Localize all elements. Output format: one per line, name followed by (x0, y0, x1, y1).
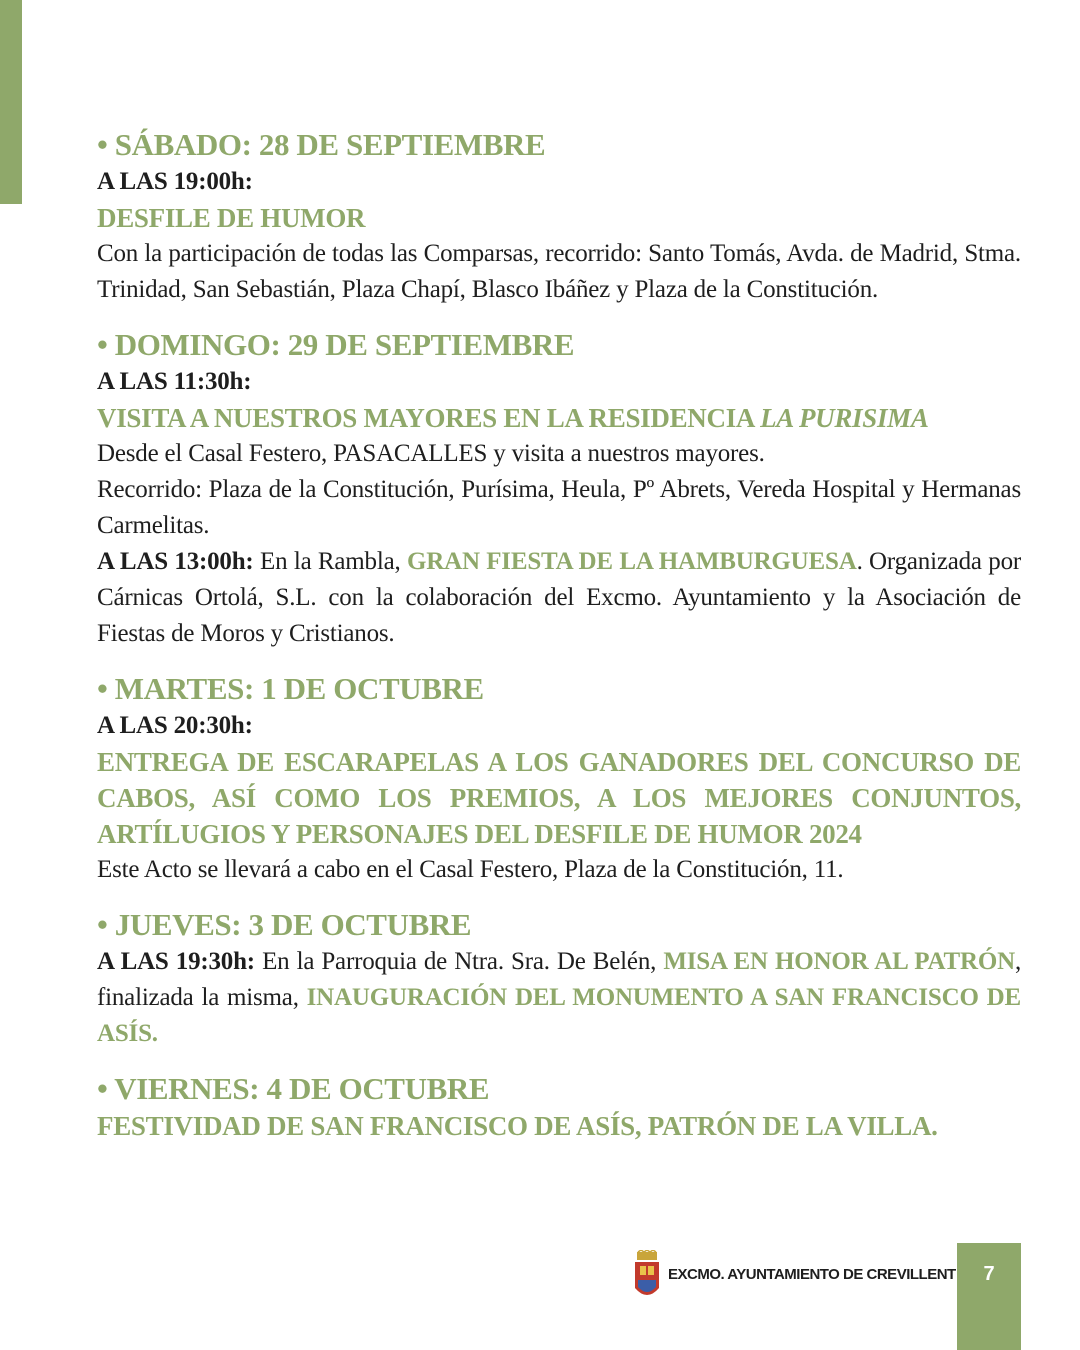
section-jueves (97, 906, 1021, 1052)
event-highlight: MISA EN HONOR AL PATRÓN (663, 948, 1015, 975)
event-title: FESTIVIDAD DE SAN FRANCISCO DE ASÍS, PATRÓN DE LA VILLA. (97, 1111, 938, 1141)
event-title-text: VISITA A NUESTROS MAYORES EN LA RESIDENCIA (97, 403, 761, 433)
event-description: Desde el Casal Festero, PASACALLES y visita a nuestros mayores. (97, 440, 765, 467)
event-time: A LAS 20:30h: (97, 712, 253, 739)
event-time: A LAS 19:30h: (97, 948, 255, 975)
day-heading: • JUEVES: 3 DE OCTUBRE (97, 907, 472, 942)
event-title (97, 400, 1021, 436)
event-text: En la Rambla, (253, 548, 407, 575)
event-text: , finalizada la misma, (97, 948, 1022, 1011)
event-paragraph (97, 944, 1021, 1052)
event-second (97, 544, 1021, 652)
event-title: DESFILE DE HUMOR (97, 203, 366, 233)
event-description: Este Acto se llevará a cabo en el Casal Festero, Plaza de la Constitución, 11. (97, 856, 844, 883)
page-number: 7 (983, 1263, 995, 1285)
day-heading: • DOMINGO: 29 DE SEPTIEMBRE (97, 327, 575, 362)
side-accent-bar (0, 0, 22, 204)
event-highlight: INAUGURACIÓN DEL MONUMENTO A SAN FRANCISCO DE ASÍS. (97, 984, 1021, 1047)
section-sabado (97, 126, 1021, 308)
day-heading: • VIERNES: 4 DE OCTUBRE (97, 1071, 490, 1106)
event-highlight: GRAN FIESTA DE LA HAMBURGUESA (406, 548, 857, 575)
event-time: A LAS 11:30h: (97, 368, 252, 395)
day-heading: • MARTES: 1 DE OCTUBRE (97, 671, 484, 706)
page-number-box (957, 1243, 1021, 1350)
event-text: En la Parroquia de Ntra. Sra. De Belén, (254, 948, 664, 975)
event-title: ENTREGA DE ESCARAPELAS A LOS GANADORES DEL CONCURSO DE CABOS, ASÍ COMO LOS PREMIOS, A LOS MEJORES CONJUNTOS, ARTÍLUGIOS Y PERSONAJES DEL DESFILE DE HUMOR 2024 (97, 747, 1021, 849)
footer-organization: EXCMO. AYUNTAMIENTO DE CREVILLENT (668, 1266, 956, 1283)
event-description: Con la participación de todas las Comparsas, recorrido: Santo Tomás, Avda. de Madrid, Stma. Trinidad, San Sebastián, Plaza Chapí, Blasco Ibáñez y Plaza de la Constitución. (97, 240, 1021, 303)
program-content (97, 126, 1021, 1162)
section-domingo (97, 326, 1021, 652)
event-title-italic: LA PURISIMA (760, 403, 929, 433)
section-viernes (97, 1070, 1021, 1144)
event-time: A LAS 19:00h: (97, 168, 253, 195)
section-martes (97, 670, 1021, 888)
day-heading: • SÁBADO: 28 DE SEPTIEMBRE (97, 127, 546, 162)
event-time: A LAS 13:00h: (97, 548, 254, 575)
event-route: Recorrido: Plaza de la Constitución, Purísima, Heula, Pº Abrets, Vereda Hospital y Hermanas Carmelitas. (97, 476, 1021, 539)
event-text: . Organizada por Cárnicas Ortolá, S.L. con la colaboración del Excmo. Ayuntamiento y la Asociación de Fiestas de Moros y Cristianos. (97, 548, 1021, 647)
crevillent-coat-of-arms-icon (632, 1250, 662, 1304)
